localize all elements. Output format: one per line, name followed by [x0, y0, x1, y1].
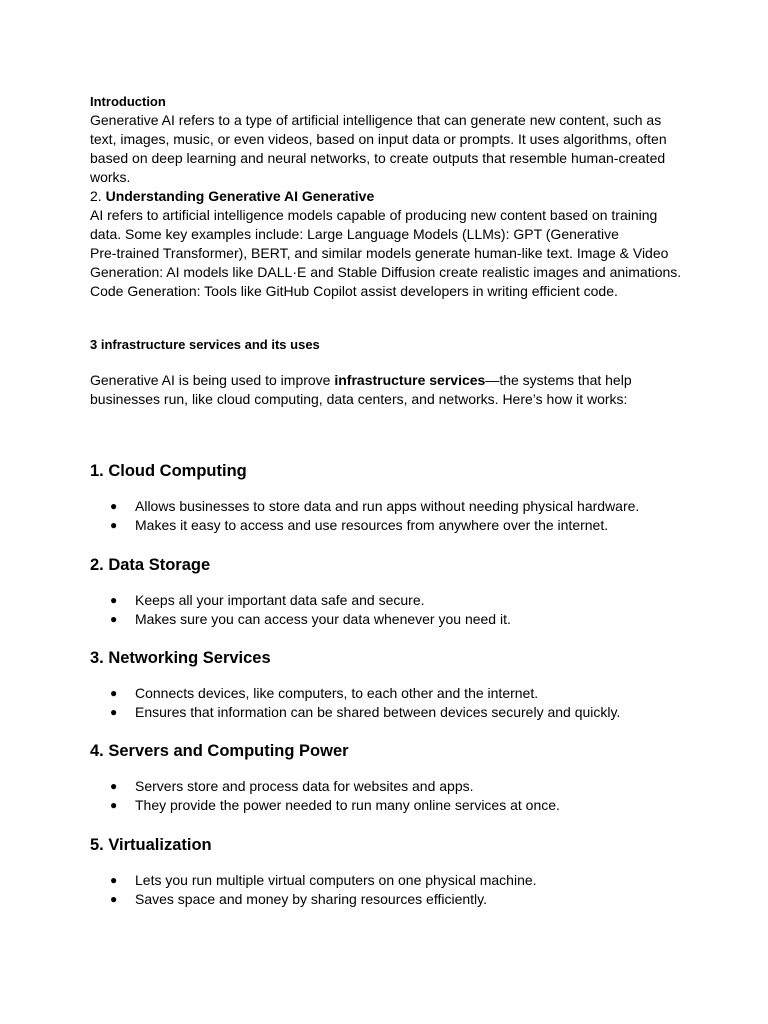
services-list [90, 461, 690, 909]
understanding-line-5: Code Generation: Tools like GitHub Copilot assist developers in writing efficient code. [90, 283, 618, 299]
bullet-text: They provide the power needed to run many online services at once. [135, 797, 560, 813]
understanding-heading: Understanding Generative AI Generative [105, 188, 375, 204]
service-section [90, 555, 690, 629]
service-bullets [90, 591, 690, 629]
bullet-dot: ● [110, 593, 118, 607]
infrastructure-intro-bold: infrastructure services [334, 372, 486, 388]
bullet-dot: ● [110, 892, 118, 906]
infrastructure-intro-pre: Generative AI is being used to improve [90, 372, 335, 388]
bullet-item [90, 890, 690, 909]
service-section [90, 741, 690, 815]
service-title: 2. Data Storage [90, 556, 211, 574]
bullet-text: Ensures that information can be shared between devices securely and quickly. [135, 704, 621, 720]
bullet-dot: ● [110, 779, 118, 793]
service-bullets [90, 871, 690, 909]
understanding-line-3: Pre-trained Transformer), BERT, and similar models generate human-like text. Image & Video [90, 245, 669, 261]
service-title: 4. Servers and Computing Power [90, 742, 349, 760]
bullet-text: Makes sure you can access your data whenever you need it. [135, 611, 511, 627]
service-title: 3. Networking Services [90, 649, 271, 667]
bullet-dot: ● [110, 499, 118, 513]
bullet-item [90, 796, 690, 815]
service-bullets [90, 684, 690, 722]
bullet-item [90, 610, 690, 629]
introduction-body: Generative AI refers to a type of artificial intelligence that can generate new content, such as text, images, music, or even videos, based on input data or prompts. It uses algorithms, often based on deep learning and neural networks, to create outputs that resemble human-created works. [90, 112, 667, 185]
bullet-text: Lets you run multiple virtual computers on one physical machine. [135, 872, 537, 888]
bullet-item [90, 516, 690, 535]
understanding-line-2: data. Some key examples include: Large Language Models (LLMs): GPT (Generative [90, 226, 619, 242]
bullet-item [90, 591, 690, 610]
document-page [90, 92, 690, 909]
service-section [90, 648, 690, 722]
bullet-item [90, 684, 690, 703]
service-bullets [90, 497, 690, 535]
bullet-text: Keeps all your important data safe and secure. [135, 592, 425, 608]
bullet-text: Makes it easy to access and use resources from anywhere over the internet. [135, 517, 609, 533]
bullet-dot: ● [110, 612, 118, 626]
bullet-text: Connects devices, like computers, to each other and the internet. [135, 685, 539, 701]
understanding-line-4: Generation: AI models like DALL·E and Stable Diffusion create realistic images and animations. [90, 264, 682, 280]
bullet-text: Allows businesses to store data and run apps without needing physical hardware. [135, 498, 640, 514]
bullet-text: Servers store and process data for websites and apps. [135, 778, 474, 794]
infrastructure-intro [90, 371, 690, 409]
service-title: 1. Cloud Computing [90, 462, 247, 480]
service-section [90, 835, 690, 909]
bullet-dot: ● [110, 705, 118, 719]
bullet-dot: ● [110, 873, 118, 887]
introduction-heading: Introduction [90, 94, 166, 109]
understanding-line-1: AI refers to artificial intelligence models capable of producing new content based on training [90, 207, 658, 223]
understanding-number: 2. [90, 188, 106, 204]
bullet-text: Saves space and money by sharing resources efficiently. [135, 891, 488, 907]
bullet-dot: ● [110, 518, 118, 532]
service-title: 5. Virtualization [90, 836, 212, 854]
bullet-item [90, 703, 690, 722]
infrastructure-intro-post: —the systems that help businesses run, like cloud computing, data centers, and networks. Here’s how it works: [90, 372, 632, 407]
bullet-item [90, 871, 690, 890]
bullet-dot: ● [110, 686, 118, 700]
bullet-item [90, 497, 690, 516]
service-section [90, 461, 690, 535]
service-bullets [90, 777, 690, 815]
bullet-dot: ● [110, 798, 118, 812]
bullet-item [90, 777, 690, 796]
infrastructure-heading: 3 infrastructure services and its uses [90, 337, 320, 352]
understanding-heading-line [90, 187, 690, 206]
